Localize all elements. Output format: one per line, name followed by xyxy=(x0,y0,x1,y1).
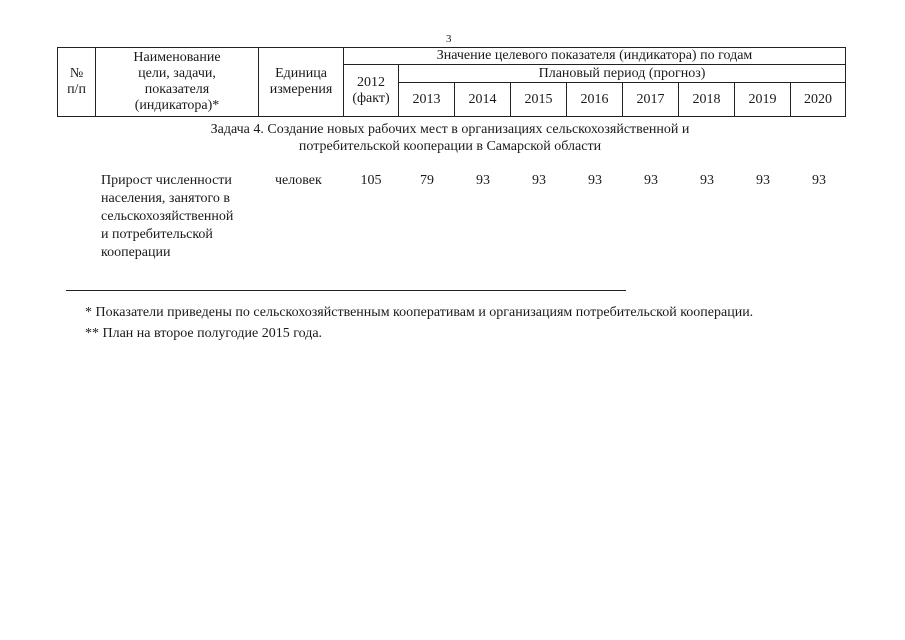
header-base-year-line-2: (факт) xyxy=(352,90,390,106)
indicator-value: 93 xyxy=(476,173,490,188)
indicator-name-line-1: Прирост численности xyxy=(101,173,232,188)
header-year: 2018 xyxy=(679,83,735,117)
header-year: 2019 xyxy=(735,83,791,117)
header-base-year xyxy=(344,65,399,117)
indicator-value: 93 xyxy=(756,173,770,188)
header-name xyxy=(96,48,259,117)
task-heading xyxy=(150,121,750,155)
page-number: 3 xyxy=(446,33,452,45)
header-year: 2020 xyxy=(791,83,846,117)
header-value-group: Значение целевого показателя (индикатора) по годам xyxy=(344,48,846,65)
indicator-name-line-3: сельскохозяйственной xyxy=(101,209,234,224)
task-heading-line-1: Задача 4. Создание новых рабочих мест в организациях сельскохозяйственной и xyxy=(210,122,690,137)
indicator-unit: человек xyxy=(275,173,322,188)
header-num-line-2: п/п xyxy=(67,82,86,97)
indicator-value: 93 xyxy=(812,173,826,188)
indicator-name xyxy=(101,172,261,262)
footnote-1: * Показатели приведены по сельскохозяйственным кооперативам и организациям потребительской кооперации. xyxy=(85,305,754,320)
indicator-value: 93 xyxy=(644,173,658,188)
indicator-value: 93 xyxy=(588,173,602,188)
footnote-2: ** План на второе полугодие 2015 года. xyxy=(85,326,323,341)
indicator-name-line-2: населения, занятого в xyxy=(101,191,231,206)
header-unit-line-2: измерения xyxy=(269,82,333,97)
header-year: 2015 xyxy=(511,83,567,117)
indicator-table xyxy=(57,47,846,117)
header-name-line-4: (индикатора)* xyxy=(134,98,220,113)
task-heading-line-2: потребительской кооперации в Самарской области xyxy=(298,139,602,154)
header-plan-period: Плановый период (прогноз) xyxy=(399,65,846,83)
indicator-value: 79 xyxy=(420,173,434,188)
header-unit-line-1: Единица xyxy=(275,66,327,81)
indicator-name-line-5: кооперации xyxy=(101,245,171,260)
indicator-value: 105 xyxy=(360,173,382,188)
footnote-divider xyxy=(66,290,626,291)
header-num-line-1: № xyxy=(69,66,84,81)
header-name-line-2: цели, задачи, xyxy=(138,66,216,81)
header-year: 2016 xyxy=(567,83,623,117)
header-year: 2017 xyxy=(623,83,679,117)
header-name-line-3: показателя xyxy=(144,82,210,97)
header-name-line-1: Наименование xyxy=(133,50,221,65)
header-num xyxy=(58,48,96,117)
header-base-year-line-1: 2012 xyxy=(357,74,385,90)
indicator-value: 93 xyxy=(532,173,546,188)
header-year: 2013 xyxy=(399,83,455,117)
indicator-value: 93 xyxy=(700,173,714,188)
indicator-name-line-4: и потребительской xyxy=(101,227,213,242)
header-unit xyxy=(259,48,344,117)
header-year: 2014 xyxy=(455,83,511,117)
